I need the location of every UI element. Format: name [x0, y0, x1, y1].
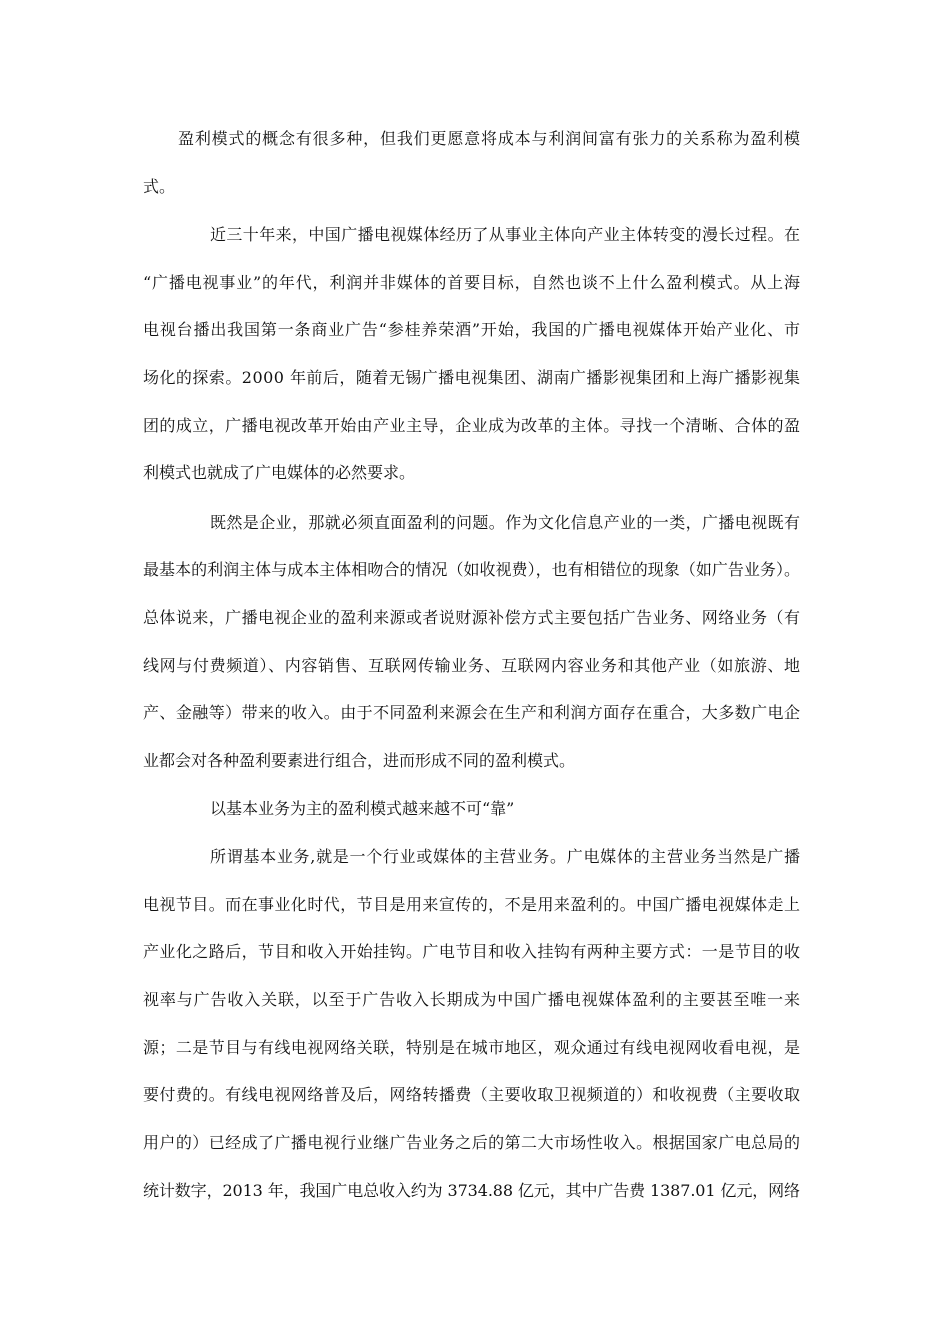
- paragraph-4-line-2: 电视节目。而在事业化时代，节目是用来宣传的，不是用来盈利的。中国广播电视媒体走上: [143, 895, 801, 914]
- paragraph-4-line-3: 产业化之路后，节目和收入开始挂钩。广电节目和收入挂钩有两种主要方式：一是节目的收: [143, 942, 801, 961]
- paragraph-2-line-6: 利模式也就成了广电媒体的必然要求。: [143, 463, 416, 482]
- paragraph-3-line-5: 产、金融等）带来的收入。由于不同盈利来源会在生产和利润方面存在重合，大多数广电企: [143, 703, 801, 722]
- paragraph-3-line-6: 业都会对各种盈利要素进行组合，进而形成不同的盈利模式。: [143, 751, 576, 770]
- paragraph-2-line-4: 场化的探索。2000 年前后，随着无锡广播电视集团、湖南广播影视集团和上海广播影视集: [143, 368, 801, 387]
- paragraph-2-line-1: 近三十年来，中国广播电视媒体经历了从事业主体向产业主体转变的漫长过程。在: [210, 225, 801, 244]
- paragraph-4-line-4: 视率与广告收入关联，以至于广告收入长期成为中国广播电视媒体盈利的主要甚至唯一来: [143, 990, 801, 1009]
- paragraph-2-line-3: 电视台播出我国第一条商业广告“参桂养荣酒”开始，我国的广播电视媒体开始产业化、市: [143, 320, 801, 339]
- paragraph-2-line-2: “广播电视事业”的年代，利润并非媒体的首要目标，自然也谈不上什么盈利模式。从上海: [143, 273, 801, 292]
- paragraph-1-line-2: 式。: [143, 177, 176, 196]
- section-heading: 以基本业务为主的盈利模式越来越不可“靠”: [210, 799, 515, 818]
- paragraph-4-line-5: 源；二是节目与有线电视网络关联，特别是在城市地区，观众通过有线电视网收看电视，是: [143, 1038, 801, 1057]
- paragraph-4-line-6: 要付费的。有线电视网络普及后，网络转播费（主要收取卫视频道的）和收视费（主要收取: [143, 1085, 801, 1104]
- paragraph-4-line-8: 统计数字，2013 年，我国广电总收入约为 3734.88 亿元，其中广告费 1387.01 亿元，网络: [143, 1181, 800, 1200]
- paragraph-4-line-7: 用户的）已经成了广播电视行业继广告业务之后的第二大市场性收入。根据国家广电总局的: [143, 1133, 801, 1152]
- paragraph-3-line-3: 总体说来，广播电视企业的盈利来源或者说财源补偿方式主要包括广告业务、网络业务（有: [143, 608, 801, 627]
- paragraph-3-line-2: 最基本的利润主体与成本主体相吻合的情况（如收视费），也有相错位的现象（如广告业务）。: [143, 560, 801, 579]
- paragraph-2-line-5: 团的成立，广播电视改革开始由产业主导，企业成为改革的主体。寻找一个清晰、合体的盈: [143, 416, 801, 435]
- paragraph-1-line-1: 盈利模式的概念有很多种，但我们更愿意将成本与利润间富有张力的关系称为盈利模: [178, 129, 801, 148]
- paragraph-4-line-1: 所谓基本业务,就是一个行业或媒体的主营业务。广电媒体的主营业务当然是广播: [210, 847, 801, 866]
- paragraph-3-line-4: 线网与付费频道）、内容销售、互联网传输业务、互联网内容业务和其他产业（如旅游、地: [143, 656, 801, 675]
- paragraph-3-line-1: 既然是企业，那就必须直面盈利的问题。作为文化信息产业的一类，广播电视既有: [210, 513, 801, 532]
